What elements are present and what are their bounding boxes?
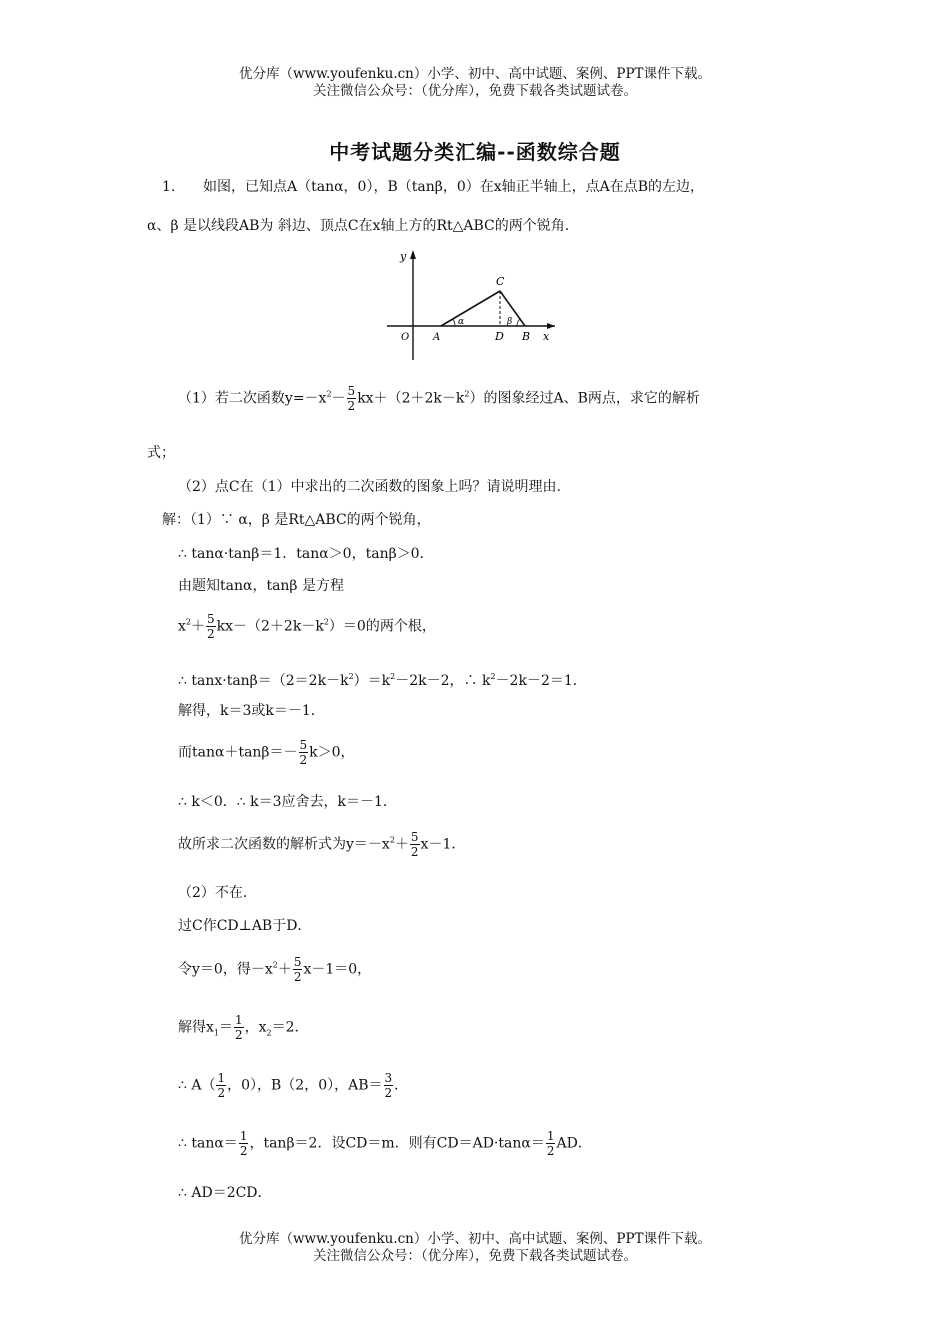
solution-line-6: 解得，k＝3或k＝－1． xyxy=(178,703,325,719)
label-d: D xyxy=(495,330,504,343)
label-b: B xyxy=(522,330,531,343)
solution-line-12: 令y＝0，得$-x^2+$ $\frac{5}{2}$ x－1＝0， xyxy=(178,955,372,984)
question-1-end: 式； xyxy=(147,445,175,461)
solution-line-15: ∴ tanα＝ $\frac{1}{2}$ ，tanβ＝2．设CD＝m．则有CD＝AD·tanα＝ $\frac{1}{2}$ AD． xyxy=(178,1129,592,1158)
header-line-1: 优分库（www.youfenku.cn）小学、初中、高中试题、案例、PPT课件下载。 xyxy=(238,66,712,82)
solution-line-9: 故所求二次函数的解析式为$y=-x^2+$ $\frac{5}{2}$ x－1． xyxy=(178,830,466,859)
solution-line-4: $x^2+$ $\frac{5}{2}$ $kx-(2+2k-k^2)=0$的两个根， xyxy=(178,612,436,641)
footer-line-2: 关注微信公众号：（优分库），免费下载各类试题试卷。 xyxy=(313,1248,637,1264)
header-line-2: 关注微信公众号：（优分库），免费下载各类试题试卷。 xyxy=(313,83,637,99)
solution-line-16: ∴ AD＝2CD． xyxy=(178,1185,272,1201)
alpha-arc xyxy=(453,319,455,326)
label-y: y xyxy=(400,250,407,263)
page-header xyxy=(0,66,950,100)
fraction-1-2: $\frac{1}{2}$ xyxy=(546,1129,555,1158)
problem-text-2: α、β 是以线段AB为 斜边、顶点C在x轴上方的Rt△ABC的两个锐角. xyxy=(147,218,570,234)
solution-line-2: ∴ tanα·tanβ＝1．tanα＞0，tanβ＞0． xyxy=(178,546,434,562)
fraction-5-2: $\frac{5}{2}$ xyxy=(299,738,308,767)
solution-line-13: 解得$x_1=$ $\frac{1}{2}$ ，$x_2=2$． xyxy=(178,1013,309,1042)
page-footer xyxy=(0,1231,950,1265)
fraction-1-2: $\frac{1}{2}$ xyxy=(217,1071,226,1100)
page-title: 中考试题分类汇编--函数综合题 xyxy=(329,140,621,164)
label-beta: β xyxy=(507,317,513,327)
label-a: A xyxy=(433,332,441,343)
fraction-5-2: $\frac{5}{2}$ xyxy=(410,830,419,859)
label-c: C xyxy=(496,275,505,288)
fraction-1-2: $\frac{1}{2}$ xyxy=(239,1129,248,1158)
fraction-5-2: $\frac{5}{2}$ xyxy=(207,612,215,641)
x-axis-arrow xyxy=(547,323,555,329)
solution-line-3: 由题知tanα，tanβ 是方程 xyxy=(178,578,344,594)
solution-line-7: 而tanα＋tanβ＝－ $\frac{5}{2}$ k＞0， xyxy=(178,738,355,767)
solution-line-14: ∴ A（ $\frac{1}{2}$ ，0），B（2，0），AB＝ $\frac{3}{2}$ ． xyxy=(178,1071,409,1100)
question-1: （1）若二次函数$y=-x^2-$ $\frac{5}{2}$ $kx+(2+2k-k^2)$的图象经过A、B两点，求它的解析 xyxy=(178,384,700,413)
problem-number: 1. xyxy=(162,179,176,195)
beta-arc xyxy=(517,319,520,326)
label-x: x xyxy=(543,330,550,343)
footer-line-1: 优分库（www.youfenku.cn）小学、初中、高中试题、案例、PPT课件下载。 xyxy=(238,1231,712,1247)
fraction-5-2: $\frac{5}{2}$ xyxy=(293,955,302,984)
y-axis-arrow xyxy=(410,250,416,259)
solution-line-10: （2）不在． xyxy=(178,885,257,901)
fraction-3-2: $\frac{3}{2}$ xyxy=(384,1071,393,1100)
problem-text-1: 如图，已知点A（tanα，0），B（tanβ，0）在x轴正半轴上，点A在点B的左边， xyxy=(203,179,705,195)
side-ac xyxy=(441,291,500,326)
solution-line-5: ∴ $\tan x\cdot\tan\beta=(2=2k-k^2)=k^2-2k-2$，∴ $k^2-2k-2=1$． xyxy=(178,672,587,689)
fraction-5-2: $\frac{5}{2}$ xyxy=(347,384,356,413)
triangle-figure xyxy=(385,248,565,368)
solution-line-1: 解：（1）∵ α，β 是Rt△ABC的两个锐角， xyxy=(162,512,431,528)
label-alpha: α xyxy=(458,317,465,327)
fraction-1-2: $\frac{1}{2}$ xyxy=(235,1013,243,1042)
solution-line-11: 过C作CD⊥AB于D． xyxy=(178,918,312,934)
label-o: O xyxy=(401,332,410,343)
question-2: （2）点C在（1）中求出的二次函数的图象上吗？请说明理由. xyxy=(178,479,561,495)
side-cb xyxy=(500,291,525,326)
solution-line-8: ∴ k＜0．∴ k＝3应舍去，k＝－1． xyxy=(178,794,397,810)
